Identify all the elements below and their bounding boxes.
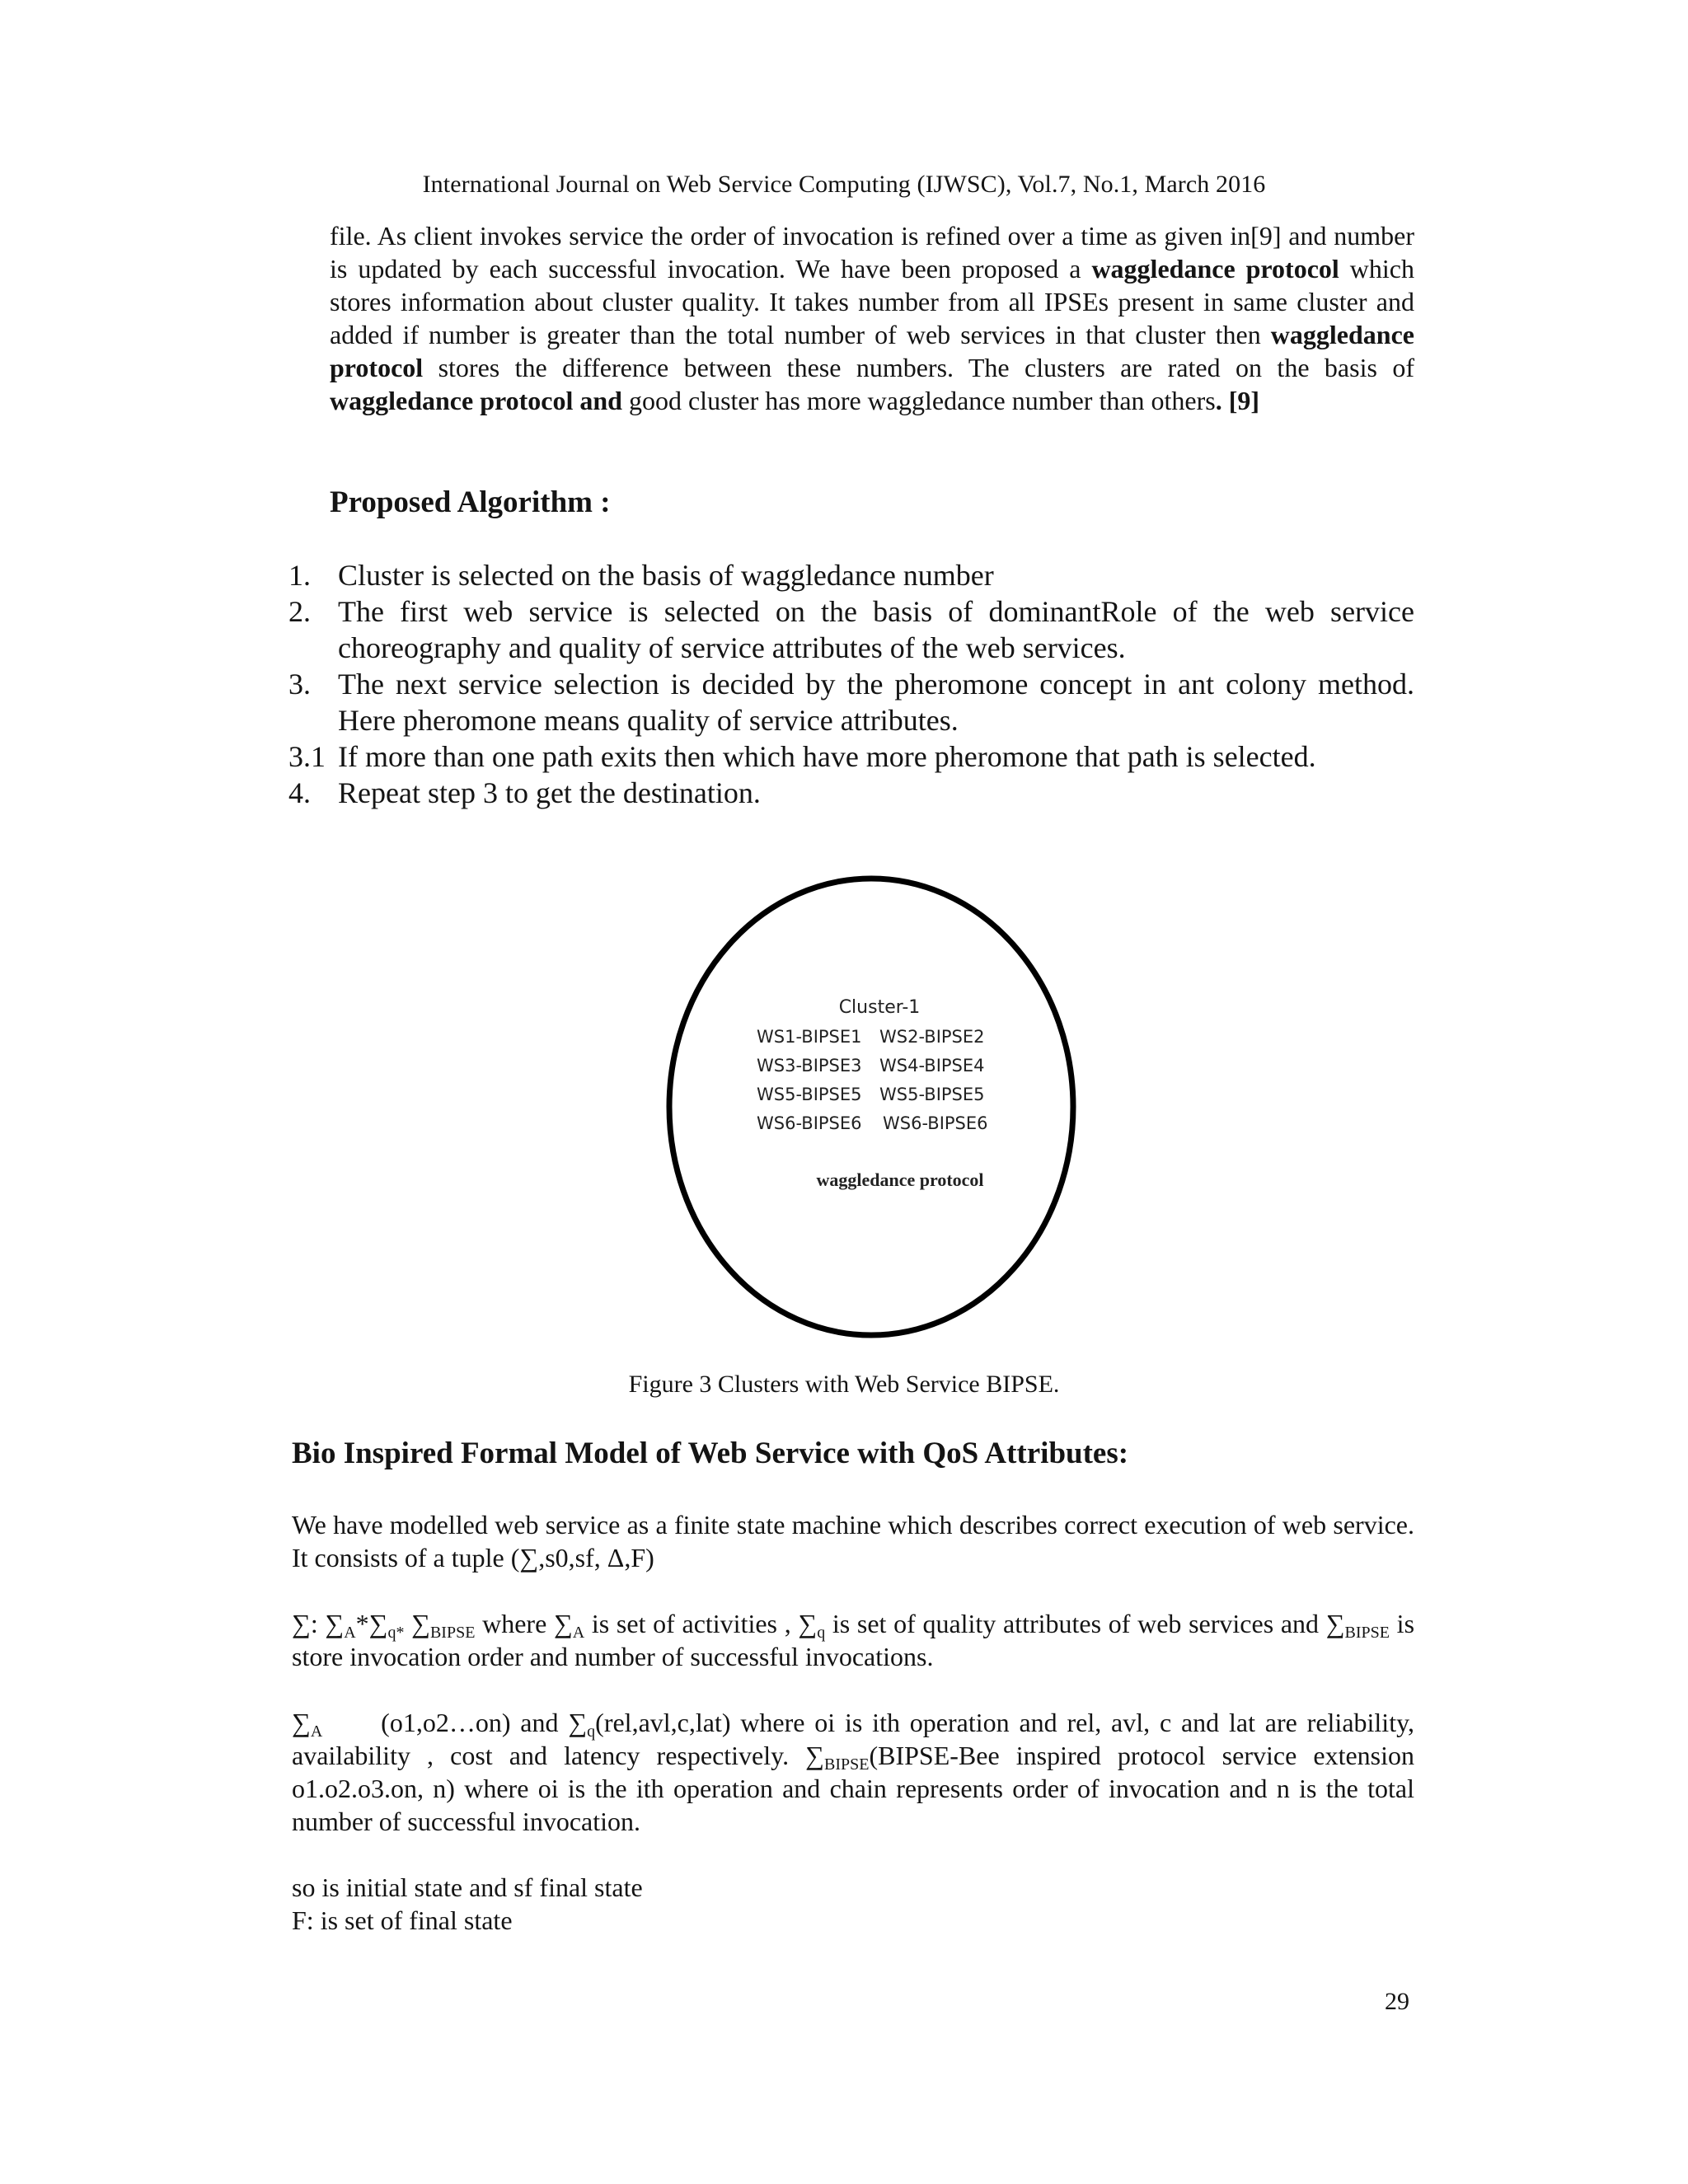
step-number: 3.	[288, 668, 311, 701]
cluster-service: WS3-BIPSE3	[757, 1056, 862, 1076]
cluster-service: WS5-BIPSE5	[879, 1085, 985, 1104]
p2-sub: A	[344, 1624, 356, 1642]
p3-text: (BIPSE-Bee inspired protocol service extension o1.o2.o3.on, n) where oi is the ith operation and chain represents order of invocation and n is the total number of successful invocation.	[292, 1741, 1422, 1836]
running-header: International Journal on Web Service Computing (IJWSC), Vol.7, No.1, March 2016	[422, 171, 1266, 198]
model-paragraph-1: We have modelled web service as a finite state machine which describes correct execution of web service. It consists of a tuple (∑,s0,sf, Δ,F)	[292, 1510, 1414, 1572]
intro-paragraph	[330, 219, 1414, 417]
algorithm-step	[288, 666, 1414, 738]
p2-sub: BIPSE	[1344, 1624, 1390, 1642]
p3-text: ∑	[292, 1708, 311, 1737]
step-number: 4.	[288, 776, 311, 809]
model-paragraph-2	[292, 1607, 1414, 1673]
cluster-title: Cluster-1	[838, 997, 921, 1018]
final-state-line: F: is set of final state	[292, 1905, 513, 1935]
p2-text: *∑	[355, 1609, 388, 1638]
cluster-service: WS4-BIPSE4	[879, 1056, 985, 1076]
intro-bold-1: waggledance protocol	[1091, 254, 1339, 284]
p3-sub: A	[310, 1722, 323, 1741]
p2-text: is set of quality attributes of web services and ∑	[825, 1609, 1345, 1638]
step-text: The next service selection is decided by the pheromone concept in ant colony method. Here pheromone means quality of service attributes.	[338, 668, 1414, 737]
cluster-service: WS2-BIPSE2	[879, 1027, 985, 1047]
cluster-ellipse	[669, 879, 1073, 1335]
algorithm-step	[288, 593, 1414, 666]
algorithm-steps	[288, 557, 1414, 811]
cluster-service: WS6-BIPSE6	[757, 1113, 862, 1133]
cluster-service: WS5-BIPSE5	[757, 1085, 862, 1104]
p2-text: is set of activities , ∑	[584, 1609, 818, 1638]
step-text: Repeat step 3 to get the destination.	[338, 776, 761, 809]
p2-text: where ∑	[475, 1609, 573, 1638]
p3-text: (o1,o2…on) and ∑	[322, 1708, 588, 1737]
step-number: 1.	[288, 559, 311, 592]
intro-bold-2: waggledance protocol	[330, 320, 1414, 382]
p2-text: is store invocation order and number of successful invocations.	[292, 1609, 1415, 1671]
cluster-diagram	[663, 872, 1080, 1342]
algorithm-step	[288, 775, 1414, 811]
p3-sub: BIPSE	[823, 1755, 870, 1774]
step-text: The first web service is selected on the basis of dominantRole of the web service choreography and quality of service attributes of the web services.	[338, 595, 1414, 664]
p3-sub: q	[587, 1722, 596, 1741]
section-heading: Bio Inspired Formal Model of Web Service with QoS Attributes:	[292, 1436, 1129, 1470]
algorithm-heading: Proposed Algorithm :	[330, 485, 611, 519]
intro-text-3: stores the difference between these numbers. The clusters are rated on the basis of	[423, 353, 1414, 382]
intro-text-2: which stores information about cluster quality. It takes number from all IPSEs present in same cluster and added if number is greater than the total number of web services in that cluster then	[330, 254, 1415, 349]
model-paragraph-4	[292, 1871, 1414, 1937]
step-text: If more than one path exits then which have more pheromone that path is selected.	[338, 740, 1316, 773]
algorithm-step	[288, 738, 1414, 775]
p3-text: (rel,avl,c,lat) where oi is ith operation and rel, avl, c and lat are reliability, availability , cost and latency respectively. ∑	[292, 1708, 1422, 1770]
intro-text-4: good cluster has more waggledance number than others	[621, 386, 1216, 415]
step-number: 2.	[288, 595, 311, 628]
step-number: 3.1	[288, 740, 326, 773]
intro-text-1: file. As client invokes service the order of invocation is refined over a time as given in[9] and number is updated by each successful invocation. We have been proposed a	[330, 221, 1414, 284]
protocol-label: waggledance protocol	[816, 1169, 984, 1190]
intro-citation: . [9]	[1215, 386, 1260, 415]
initial-state-line: so is initial state and sf final state	[292, 1872, 643, 1902]
p2-sub: q*	[387, 1624, 405, 1642]
p2-sub: A	[572, 1624, 585, 1642]
page-number: 29	[1385, 1988, 1409, 2015]
cluster-service: WS6-BIPSE6	[883, 1113, 988, 1133]
algorithm-step	[288, 557, 1414, 593]
model-paragraph-3	[292, 1706, 1422, 1838]
p2-sub: BIPSE	[429, 1624, 476, 1642]
cluster-service: WS1-BIPSE1	[757, 1027, 862, 1047]
p2-sub: q	[817, 1624, 826, 1642]
p2-text: ∑: ∑	[292, 1609, 345, 1638]
intro-bold-3: waggledance protocol and	[330, 386, 622, 415]
p2-text: ∑	[404, 1609, 430, 1638]
step-text: Cluster is selected on the basis of waggledance number	[338, 559, 994, 592]
figure-caption: Figure 3 Clusters with Web Service BIPSE.	[628, 1371, 1060, 1398]
